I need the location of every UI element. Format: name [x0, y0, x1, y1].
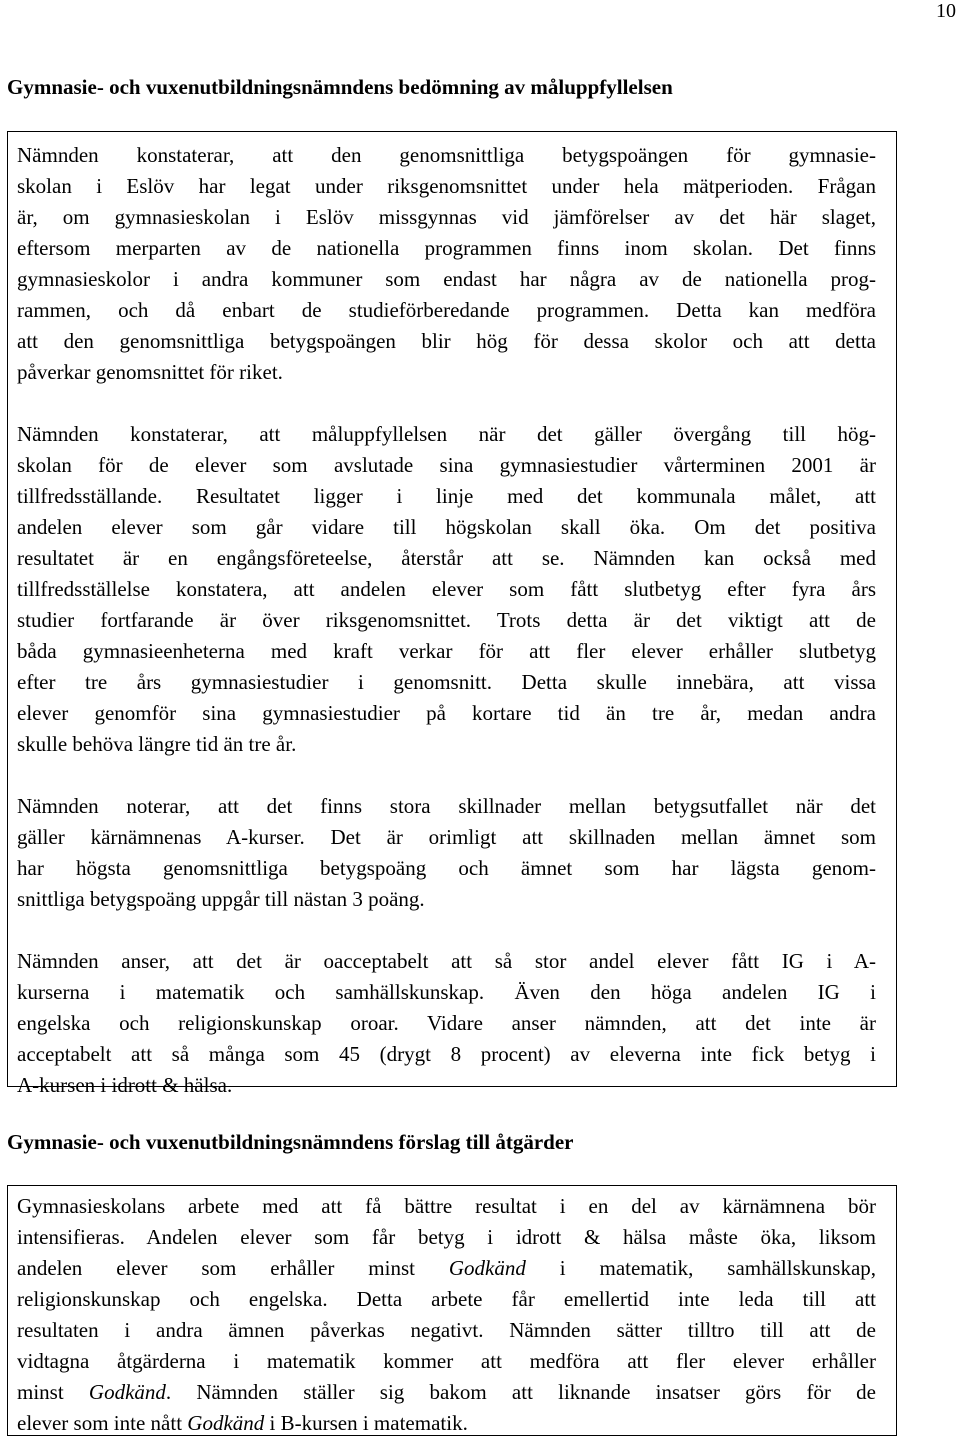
- text-line: Nämnden konstaterar, att den genomsnittliga betygspoängen för gymnasie-: [17, 143, 876, 167]
- text-line: minst Godkänd. Nämnden ställer sig bakom att liknande insatser görs för de: [17, 1380, 876, 1404]
- text-line: påverkar genomsnittet för riket.: [17, 360, 283, 384]
- text-line: studier fortfarande är över riksgenomsnittet. Trots detta är det viktigt att de: [17, 608, 876, 632]
- text-line: A-kursen i idrott & hälsa.: [17, 1073, 233, 1097]
- text-line: snittliga betygspoäng uppgår till nästan 3 poäng.: [17, 887, 425, 911]
- text-line: acceptabelt att så många som 45 (drygt 8 procent) av eleverna inte fick betyg i: [17, 1042, 876, 1066]
- text-line: elever genomför sina gymnasiestudier på kortare tid än tre år, medan andra: [17, 701, 876, 725]
- paragraph-core-subjects: [17, 791, 876, 915]
- text-line: elever som inte nått Godkänd i B-kursen i matematik.: [17, 1411, 468, 1435]
- emphasis-godkand: Godkänd: [88, 1380, 166, 1404]
- text-line: efter tre års gymnasiestudier i genomsnitt. Detta skulle innebära, att vissa: [17, 670, 876, 694]
- text-line: vidtagna åtgärderna i matematik kommer att medföra att fler elever erhåller: [17, 1349, 876, 1373]
- paragraph-higher-education: [17, 419, 876, 760]
- text-line: Nämnden konstaterar, att måluppfyllelsen när det gäller övergång till hög-: [17, 422, 876, 446]
- paragraph-failing-grades: [17, 946, 876, 1101]
- section-heading-measures: Gymnasie- och vuxenutbildningsnämndens förslag till åtgärder: [7, 1130, 574, 1154]
- text-line: Gymnasieskolans arbete med att få bättre resultat i en del av kärnämnena bör: [17, 1194, 876, 1218]
- text-line: skolan i Eslöv har legat under riksgenomsnittet under hela mätperioden. Frågan: [17, 174, 876, 198]
- text-line: resultaten i andra ämnen påverkas negativt. Nämnden sätter tilltro till att de: [17, 1318, 876, 1342]
- text-line: kurserna i matematik och samhällskunskap. Även den höga andelen IG i: [17, 980, 876, 1004]
- text-line: att den genomsnittliga betygspoängen blir hög för dessa skolor och att detta: [17, 329, 876, 353]
- text-line: är, om gymnasieskolan i Eslöv missgynnas vid jämförelser av det här slaget,: [17, 205, 876, 229]
- text-line: Nämnden anser, att det är oacceptabelt att så stor andel elever fått IG i A-: [17, 949, 876, 973]
- emphasis-godkand: Godkänd: [187, 1411, 265, 1435]
- paragraph-grade-points: [17, 140, 876, 388]
- text-line: religionskunskap och engelska. Detta arbete får emellertid inte leda till att: [17, 1287, 876, 1311]
- text-line: intensifieras. Andelen elever som får betyg i idrott & hälsa måste öka, liksom: [17, 1225, 876, 1249]
- section-heading-assessment: Gymnasie- och vuxenutbildningsnämndens bedömning av måluppfyllelsen: [7, 75, 673, 99]
- text-line: skulle behöva längre tid än tre år.: [17, 732, 297, 756]
- text-line: tillfredsställelse konstatera, att andelen elever som fått slutbetyg efter fyra års: [17, 577, 876, 601]
- paragraph-measures: [17, 1191, 876, 1439]
- emphasis-godkand: Godkänd: [448, 1256, 526, 1280]
- page-number: 10: [936, 0, 956, 22]
- text-line: har högsta genomsnittliga betygspoäng och ämnet som har lägsta genom-: [17, 856, 876, 880]
- text-line: Nämnden noterar, att det finns stora skillnader mellan betygsutfallet när det: [17, 794, 876, 818]
- text-line: båda gymnasieenheterna med kraft verkar för att fler elever erhåller slutbetyg: [17, 639, 876, 663]
- text-line: gäller kärnämnenas A-kurser. Det är orimligt att skillnaden mellan ämnet som: [17, 825, 876, 849]
- text-line: andelen elever som går vidare till högskolan skall öka. Om det positiva: [17, 515, 876, 539]
- text-line: andelen elever som erhåller minst Godkänd i matematik, samhällskunskap,: [17, 1256, 877, 1280]
- text-line: skolan för de elever som avslutade sina gymnasiestudier vårterminen 2001 är: [17, 453, 876, 477]
- text-line: engelska och religionskunskap oroar. Vidare anser nämnden, att det inte är: [17, 1011, 876, 1035]
- text-line: rammen, och då enbart de studieförberedande programmen. Detta kan medföra: [17, 298, 876, 322]
- text-line: tillfredsställande. Resultatet ligger i linje med det kommunala målet, att: [17, 484, 876, 508]
- text-line: eftersom merparten av de nationella programmen finns inom skolan. Det finns: [17, 236, 876, 260]
- measures-text-box: [7, 1185, 897, 1436]
- text-line: gymnasieskolor i andra kommuner som endast har några av de nationella prog-: [17, 267, 876, 291]
- assessment-text-box: [7, 131, 897, 1097]
- text-line: resultatet är en engångsföreteelse, återstår att se. Nämnden kan också med: [17, 546, 876, 570]
